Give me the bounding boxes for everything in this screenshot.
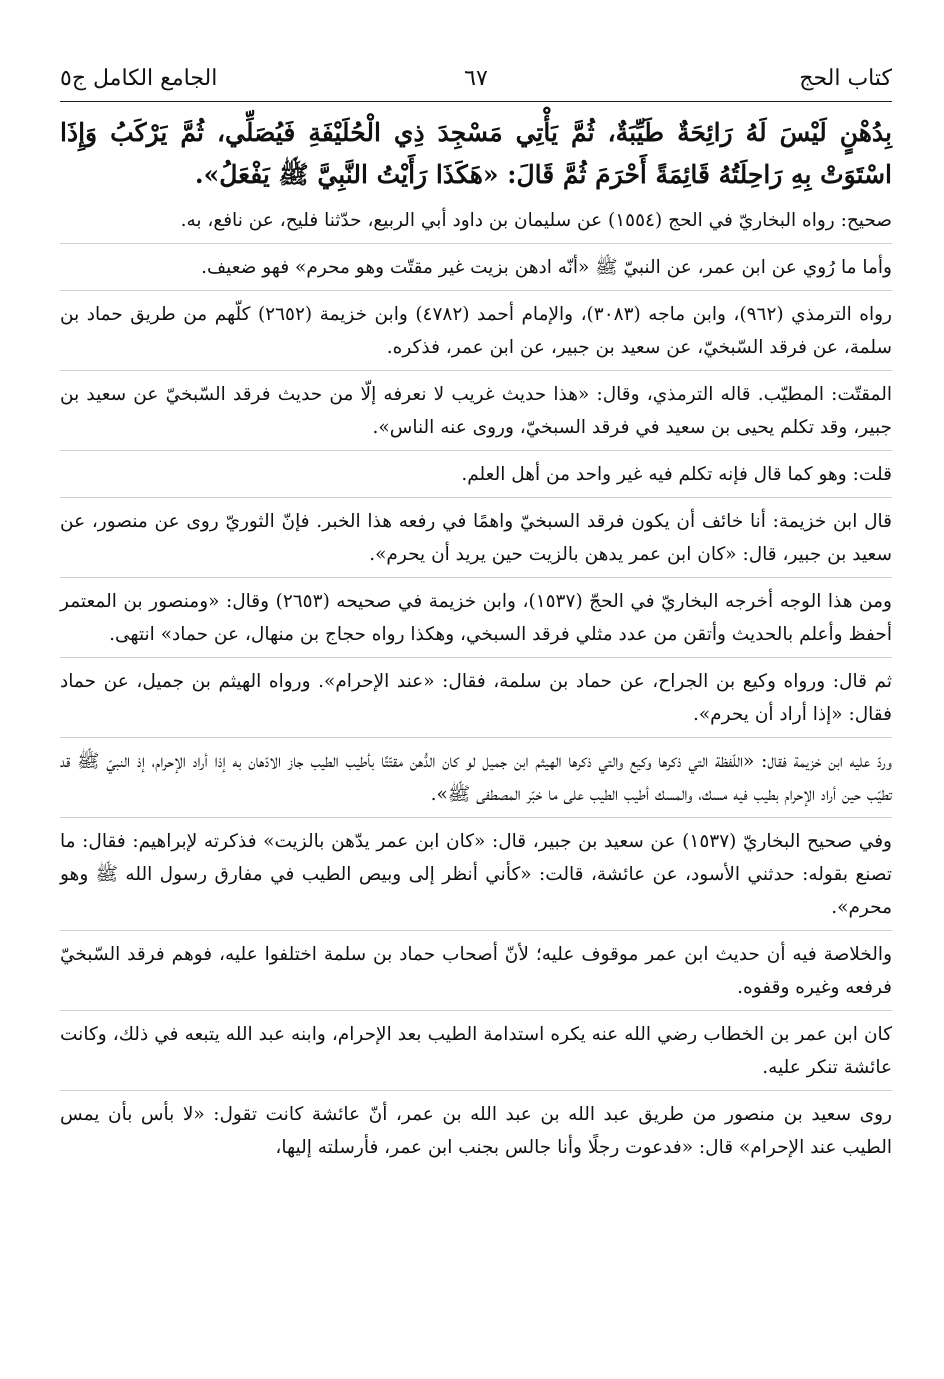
hadith-text: بِدُهْنٍ لَيْسَ لَهُ رَائِحَةٌ طَيِّبَةٌ، ثُمَّ يَأْتِي مَسْجِدَ ذِي الْحُلَيْفَةِ فَيُصَلِّي، ثُمَّ يَرْكَبُ وَإِذَا اسْتَوَتْ بِهِ رَاحِلَتُهُ قَائِمَةً أَحْرَمَ ثُمَّ قَالَ: «هَكَذَا رَأَيْتُ النَّبِيَّ ﷺ يَفْعَلُ». — [60, 118, 892, 189]
divider — [60, 290, 892, 291]
paragraph-takhrij: رواه الترمذي (٩٦٢)، وابن ماجه (٣٠٨٣)، والإمام أحمد (٤٧٨٢) وابن خزيمة (٢٦٥٢) كلّهم من طريق حماد بن سلمة، عن فرقد السّبخيّ، عن سعيد بن جبير، عن ابن عمر، فذكره. — [60, 304, 892, 358]
paragraph-radd: وردّ عليه ابن خزيمة فقال: «اللّفظة التي ذكرها وكيع والتي ذكرها الهيثم ابن جميل لو كان الدُّهن مقتّتًا بأطيب الطيب جاز الادّهان به إذا أراد الإحرام، إذ النبيّ ﷺ قد تطيّب حين أراد الإحرام بطيب فيه مسك، والمسك أطيب الطيب على ما خبّر المصطفى ﷺ». — [60, 751, 892, 805]
divider — [60, 577, 892, 578]
page-number: ٦٧ — [464, 66, 488, 91]
paragraph-khulasa: والخلاصة فيه أن حديث ابن عمر موقوف عليه؛ لأنّ أصحاب حماد بن سلمة اختلفوا عليه، فوهم فرقد السّبخيّ فرفعه وغيره وقفوه. — [60, 944, 892, 998]
paragraph-weak-narration: وأما ما رُوي عن ابن عمر، عن النبيّ ﷺ «أنّه ادهن بزيت غير مقتّت وهو محرم» فهو ضعيف. — [201, 257, 892, 278]
divider — [60, 243, 892, 244]
paragraph-sahih-bukhari: وفي صحيح البخاريّ (١٥٣٧) عن سعيد بن جبير، قال: «كان ابن عمر يدّهن بالزيت» فذكرته لإبراهيم: فقال: ما تصنع بقوله: حدثني الأسود، عن عائشة، قالت: «كأني أنظر إلى وبيص الطيب في مفارق رسول الله ﷺ وهو محرم». — [60, 831, 892, 918]
paragraph-qultu: قلت: وهو كما قال فإنه تكلم فيه غير واحد من أهل العلم. — [461, 464, 892, 485]
divider — [60, 1090, 892, 1091]
divider — [60, 657, 892, 658]
divider — [60, 450, 892, 451]
divider — [60, 497, 892, 498]
paragraph-waki: ثم قال: ورواه وكيع بن الجراح، عن حماد بن سلمة، فقال: «عند الإحرام». ورواه الهيثم بن جميل، عن حماد فقال: «إذا أراد أن يحرم». — [60, 671, 892, 725]
book-title: كتاب الحج — [799, 66, 892, 91]
paragraph-ibn-umar: كان ابن عمر بن الخطاب رضي الله عنه يكره استدامة الطيب بعد الإحرام، وابنه عبد الله يتبعه في ذلك، وكانت عائشة تنكر عليه. — [60, 1024, 892, 1078]
divider — [60, 930, 892, 931]
page-header — [60, 55, 892, 102]
divider — [60, 370, 892, 371]
paragraph-bukhari-wajh: ومن هذا الوجه أخرجه البخاريّ في الحجّ (١٥٣٧)، وابن خزيمة في صحيحه (٢٦٥٣) وقال: «ومنصور بن المعتمر أحفظ وأعلم بالحديث وأتقن من عدد مثلي فرقد السبخي، وهكذا رواه حجاج بن منهال، عن حماد» انتهى. — [60, 591, 892, 645]
book-page — [60, 55, 892, 1355]
collection-title: الجامع الكامل ج٥ — [60, 66, 218, 91]
paragraph-muqattat: المقتّت: المطيّب. قاله الترمذي، وقال: «هذا حديث غريب لا نعرفه إلّا من حديث فرقد السّبخيّ عن سعيد بن جبير، وقد تكلم يحيى بن سعيد في فرقد السبخيّ، وروى عنه الناس». — [60, 384, 892, 438]
paragraph-said-ibn-mansur: روى سعيد بن منصور من طريق عبد الله بن عبد الله بن عمر، أنّ عائشة كانت تقول: «لا بأس بأن يمس الطيب عند الإحرام» قال: «فدعوت رجلًا وأنا جالس بجنب ابن عمر، فأرسلته إليها، — [60, 1104, 892, 1158]
divider — [60, 817, 892, 818]
paragraph-sahih: صحيح: رواه البخاريّ في الحج (١٥٥٤) عن سليمان بن داود أبي الربيع، حدّثنا فليح، عن نافع، به. — [180, 210, 892, 231]
divider — [60, 737, 892, 738]
divider — [60, 1010, 892, 1011]
paragraph-ibn-khuzayma: قال ابن خزيمة: أنا خائف أن يكون فرقد السبخيّ واهمًا في رفعه هذا الخبر. فإنّ الثوريّ روى عن منصور، عن سعيد بن جبير، قال: «كان ابن عمر يدهن بالزيت حين يريد أن يحرم». — [60, 511, 892, 565]
